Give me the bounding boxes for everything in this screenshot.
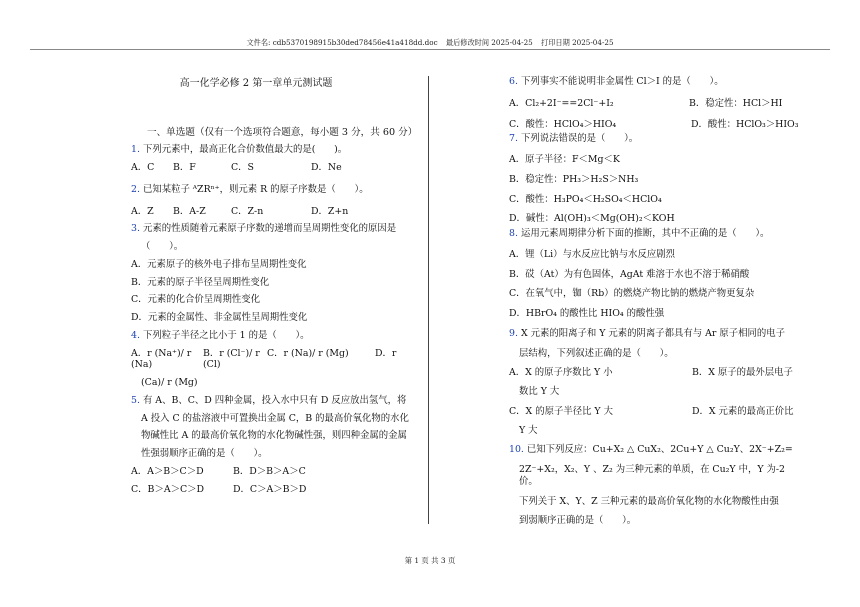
option-b: B．稳定性：HCl＞HI	[689, 97, 783, 109]
file-name-label: 文件名: cdb5370198915b30ded78456e41a418dd.doc	[246, 38, 438, 47]
question-5-options-row-2	[131, 484, 421, 496]
question-10	[509, 444, 804, 456]
question-number: 8.	[509, 228, 518, 239]
question-9-options-row-2	[509, 406, 804, 418]
option-c: C．在氧气中，铷（Rb）的燃烧产物比钠的燃烧产物更复杂	[509, 288, 755, 300]
option-b: B．X 原子的最外层电子	[692, 367, 793, 379]
question-10-line-2: 2Z⁻+X₂，X₂、Y 、Z₂ 为三种元素的单质，在 Cu₂Y 中，Y 为-2 价。	[519, 464, 785, 487]
question-number: 4.	[131, 329, 140, 341]
option-a: A．A＞B＞C＞D	[131, 465, 204, 477]
option-c: C．B＞A＞C＞D	[131, 483, 205, 495]
option-a: A．C	[131, 162, 155, 174]
document-header	[0, 38, 860, 47]
question-3-continuation: （ ）。	[141, 241, 184, 253]
question-2	[131, 184, 421, 196]
question-text: 已知下列反应：Cu+X₂ △ CuX₂、2Cu+Y △ Cu₂Y、2X⁻+Z₂=	[526, 444, 793, 456]
option-b: B．D＞B＞A＞C	[233, 465, 306, 477]
question-6-options-row-1	[509, 98, 804, 110]
option-b: B．r (Cl⁻)/ r (Cl)	[203, 347, 260, 371]
option-b: B．稳定性：PH₃＞H₂S＞NH₃	[509, 173, 639, 185]
question-9	[509, 328, 804, 340]
modified-date-label: 最后修改时间 2025-04-25	[445, 38, 533, 47]
question-6	[509, 76, 804, 88]
page-number-footer: 第 1 页 共 3 页	[404, 556, 456, 565]
option-a: A．Z	[131, 205, 154, 217]
question-8	[509, 228, 804, 240]
document-title: 高一化学必修 2 第一章单元测试题	[179, 78, 333, 89]
question-9-options-row-1	[509, 367, 804, 379]
option-c: C．r (Na)/ r (Mg)	[267, 347, 349, 359]
option-a: A．Cl₂+2I⁻==2Cl⁻+I₂	[509, 97, 614, 109]
option-d: D．X 元素的最高正价比	[692, 405, 794, 417]
right-column	[509, 74, 804, 527]
question-3	[131, 223, 421, 235]
option-a: A．原子半径：F＜Mg＜K	[509, 154, 620, 165]
option-c: C．X 的原子半径比 Y 大	[509, 405, 613, 417]
question-1-options	[131, 162, 421, 174]
question-7	[509, 133, 804, 145]
question-9-line-2: 层结构，下列叙述正确的是（ ）。	[519, 347, 674, 359]
option-b: B．砹（At）为有色固体，AgAt 难溶于水也不溶于稀硝酸	[509, 268, 750, 280]
option-b: B．F	[173, 162, 196, 174]
question-number: 3.	[131, 223, 140, 235]
question-text: 下列事实不能说明非金属性 Cl＞I 的是（ ）。	[520, 76, 724, 87]
option-d-continuation: Y 大	[519, 424, 538, 436]
question-text: 元素的性质随着元素原子序数的递增而呈周期性变化的原因是	[142, 223, 397, 235]
question-1	[131, 144, 421, 156]
question-text: X 元素的阳离子和 Y 元素的阴离子都具有与 Ar 原子相同的电子	[520, 327, 785, 339]
question-5	[131, 395, 421, 407]
question-number: 9.	[509, 327, 518, 339]
option-a: A．锂（Li）与水反应比钠与水反应剧烈	[509, 248, 675, 260]
option-c: C．S	[231, 162, 254, 174]
question-4	[131, 330, 421, 342]
question-10-line-3: 下列关于 X、Y、Z 三种元素的最高价氧化物的水化物酸性由强	[519, 495, 779, 507]
question-6-options-row-2	[509, 119, 804, 131]
option-d-continuation: (Ca)/ r (Mg)	[141, 377, 198, 389]
option-d: D．碱性：Al(OH)₃＜Mg(OH)₂＜KOH	[509, 213, 675, 225]
option-d: D．Z+n	[311, 205, 349, 217]
question-number: 7.	[509, 133, 518, 145]
column-divider	[428, 76, 429, 524]
option-d: D．HBrO₄ 的酸性比 HIO₄ 的酸性强	[509, 308, 665, 319]
question-text: 下列元素中，最高正化合价数值最大的是( )。	[142, 144, 348, 156]
option-d: D．r	[375, 347, 397, 359]
question-5-line-3: 物碱性比 A 的最高价氧化物的水化物碱性强，则四种金属的金属	[141, 430, 407, 442]
question-10-line-4: 到弱顺序正确的是（ ）。	[519, 515, 637, 527]
option-d: D．C＞A＞B＞D	[233, 483, 307, 495]
option-b: B．A-Z	[173, 205, 206, 217]
option-b-continuation: 数比 Y 大	[519, 386, 560, 397]
option-c: C．Z-n	[231, 205, 264, 217]
printed-date-label: 打印日期 2025-04-25	[541, 38, 614, 47]
question-2-options	[131, 206, 421, 218]
question-text: 运用元素周期律分析下面的推断，其中不正确的是（ ）。	[520, 228, 770, 239]
question-5-line-4: 性强弱顺序正确的是（ ）。	[141, 448, 268, 460]
question-text: 下列说法错误的是（ ）。	[520, 133, 639, 145]
header-rule	[30, 49, 830, 50]
question-text: 下列粒子半径之比小于 1 的是（ ）。	[142, 329, 310, 341]
option-d: D．酸性：HClO₃＞HIO₃	[691, 118, 799, 130]
option-d: D．Ne	[311, 162, 342, 174]
option-a: A．X 的原子序数比 Y 小	[509, 367, 613, 379]
question-number: 1.	[131, 144, 140, 156]
left-column	[131, 74, 421, 495]
question-5-options-row-1	[131, 466, 421, 478]
question-5-line-2: A 投入 C 的盐溶液中可置换出金属 C，B 的最高价氧化物的水化	[141, 412, 409, 424]
question-number: 6.	[509, 76, 518, 87]
option-a: A．r (Na⁺)/ r (Na)	[131, 347, 192, 371]
question-text: 已知某粒子 ᴬZRⁿ⁺，则元素 R 的原子序数是（ ）。	[142, 183, 369, 195]
option-a: A．元素原子的核外电子排布呈周期性变化	[131, 258, 307, 270]
question-number: 2.	[131, 183, 140, 195]
option-c: C．酸性：H₃PO₄＜H₂SO₄＜HClO₄	[509, 193, 662, 205]
option-b: B．元素的原子半径呈周期性变化	[131, 276, 270, 288]
section-heading: 一、单选题（仅有一个选项符合题意，每小题 3 分，共 60 分）	[147, 126, 418, 138]
option-c: C．酸性：HClO₄＞HIO₄	[509, 118, 617, 130]
question-4-options	[131, 348, 421, 372]
option-d: D．元素的金属性、非金属性呈周期性变化	[131, 312, 308, 324]
question-number: 10.	[509, 444, 524, 456]
option-c: C．元素的化合价呈周期性变化	[131, 294, 261, 306]
question-number: 5.	[131, 394, 140, 406]
question-text: 有 A、B、C、D 四种金属，投入水中只有 D 反应放出氢气，将	[142, 394, 407, 406]
